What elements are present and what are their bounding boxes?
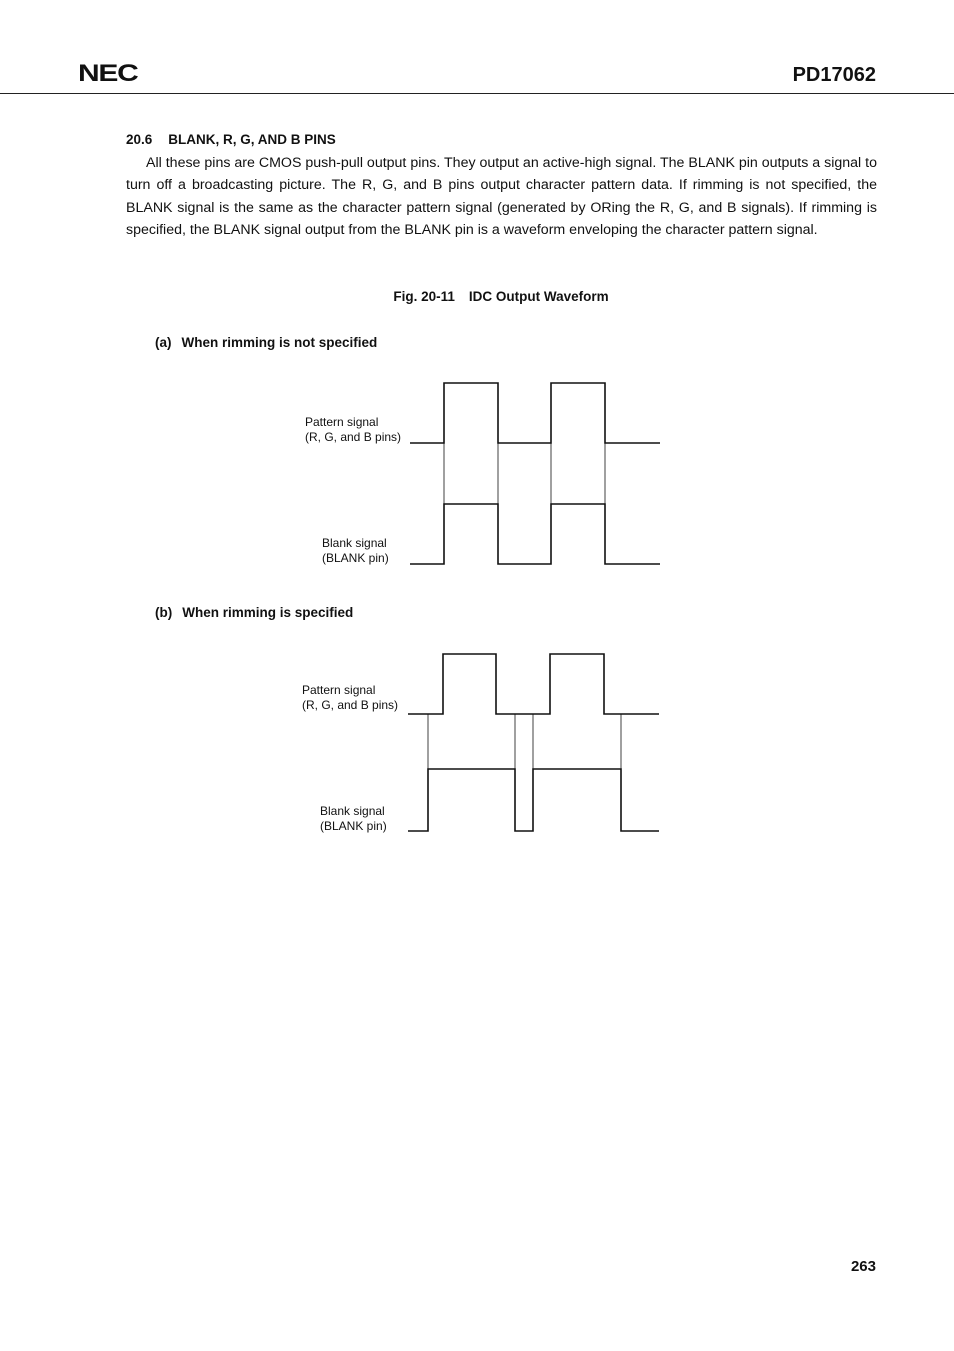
nec-logo: NEC: [78, 60, 138, 87]
panel-b-blank-waveform: [408, 769, 659, 831]
panel-b-blank-label-line1: Blank signal: [320, 804, 385, 818]
panel-b-blank-label-line2: (BLANK pin): [320, 819, 387, 833]
page-number: 263: [850, 1258, 876, 1275]
section-title: BLANK, R, G, AND B PINS: [168, 132, 336, 147]
figure-number: Fig. 20-11: [393, 289, 455, 304]
panel-a-blank-label-line1: Blank signal: [322, 536, 387, 550]
panel-b-pattern-label-line1: Pattern signal: [302, 683, 376, 697]
panel-a-blank-waveform: [410, 504, 660, 564]
panel-a-blank-label-line2: (BLANK pin): [322, 551, 389, 565]
panel-a-pattern-label-line2: (R, G, and B pins): [305, 430, 402, 444]
section-number: 20.6: [126, 132, 153, 147]
panel-a-title: When rimming is not specified: [181, 335, 378, 350]
panel-a-pattern-waveform: [410, 383, 660, 443]
document-id: PD17062: [792, 64, 876, 86]
panel-a-label: (a): [155, 335, 172, 350]
panel-b-pattern-waveform: [408, 654, 659, 714]
figure-title: IDC Output Waveform: [468, 289, 609, 304]
panel-b-label: (b): [155, 605, 173, 620]
panel-b-title: When rimming is specified: [182, 605, 354, 620]
panel-a-pattern-label-line1: Pattern signal: [305, 415, 379, 429]
panel-b-pattern-label-line2: (R, G, and B pins): [302, 698, 399, 712]
section-body-paragraph: All these pins are CMOS push-pull output pins. They output an active-high signal. The BLANK pin outputs a signal to turn off a broadcasting picture. The R, G, and B pins output character pattern data. If rimming is not specified, the BLANK signal is the same as the character pattern signal (generated by ORing the R, G, and B signals). If rimming is specified, the BLANK signal output from the BLANK pin is a waveform enveloping the character pattern signal.: [126, 155, 877, 239]
